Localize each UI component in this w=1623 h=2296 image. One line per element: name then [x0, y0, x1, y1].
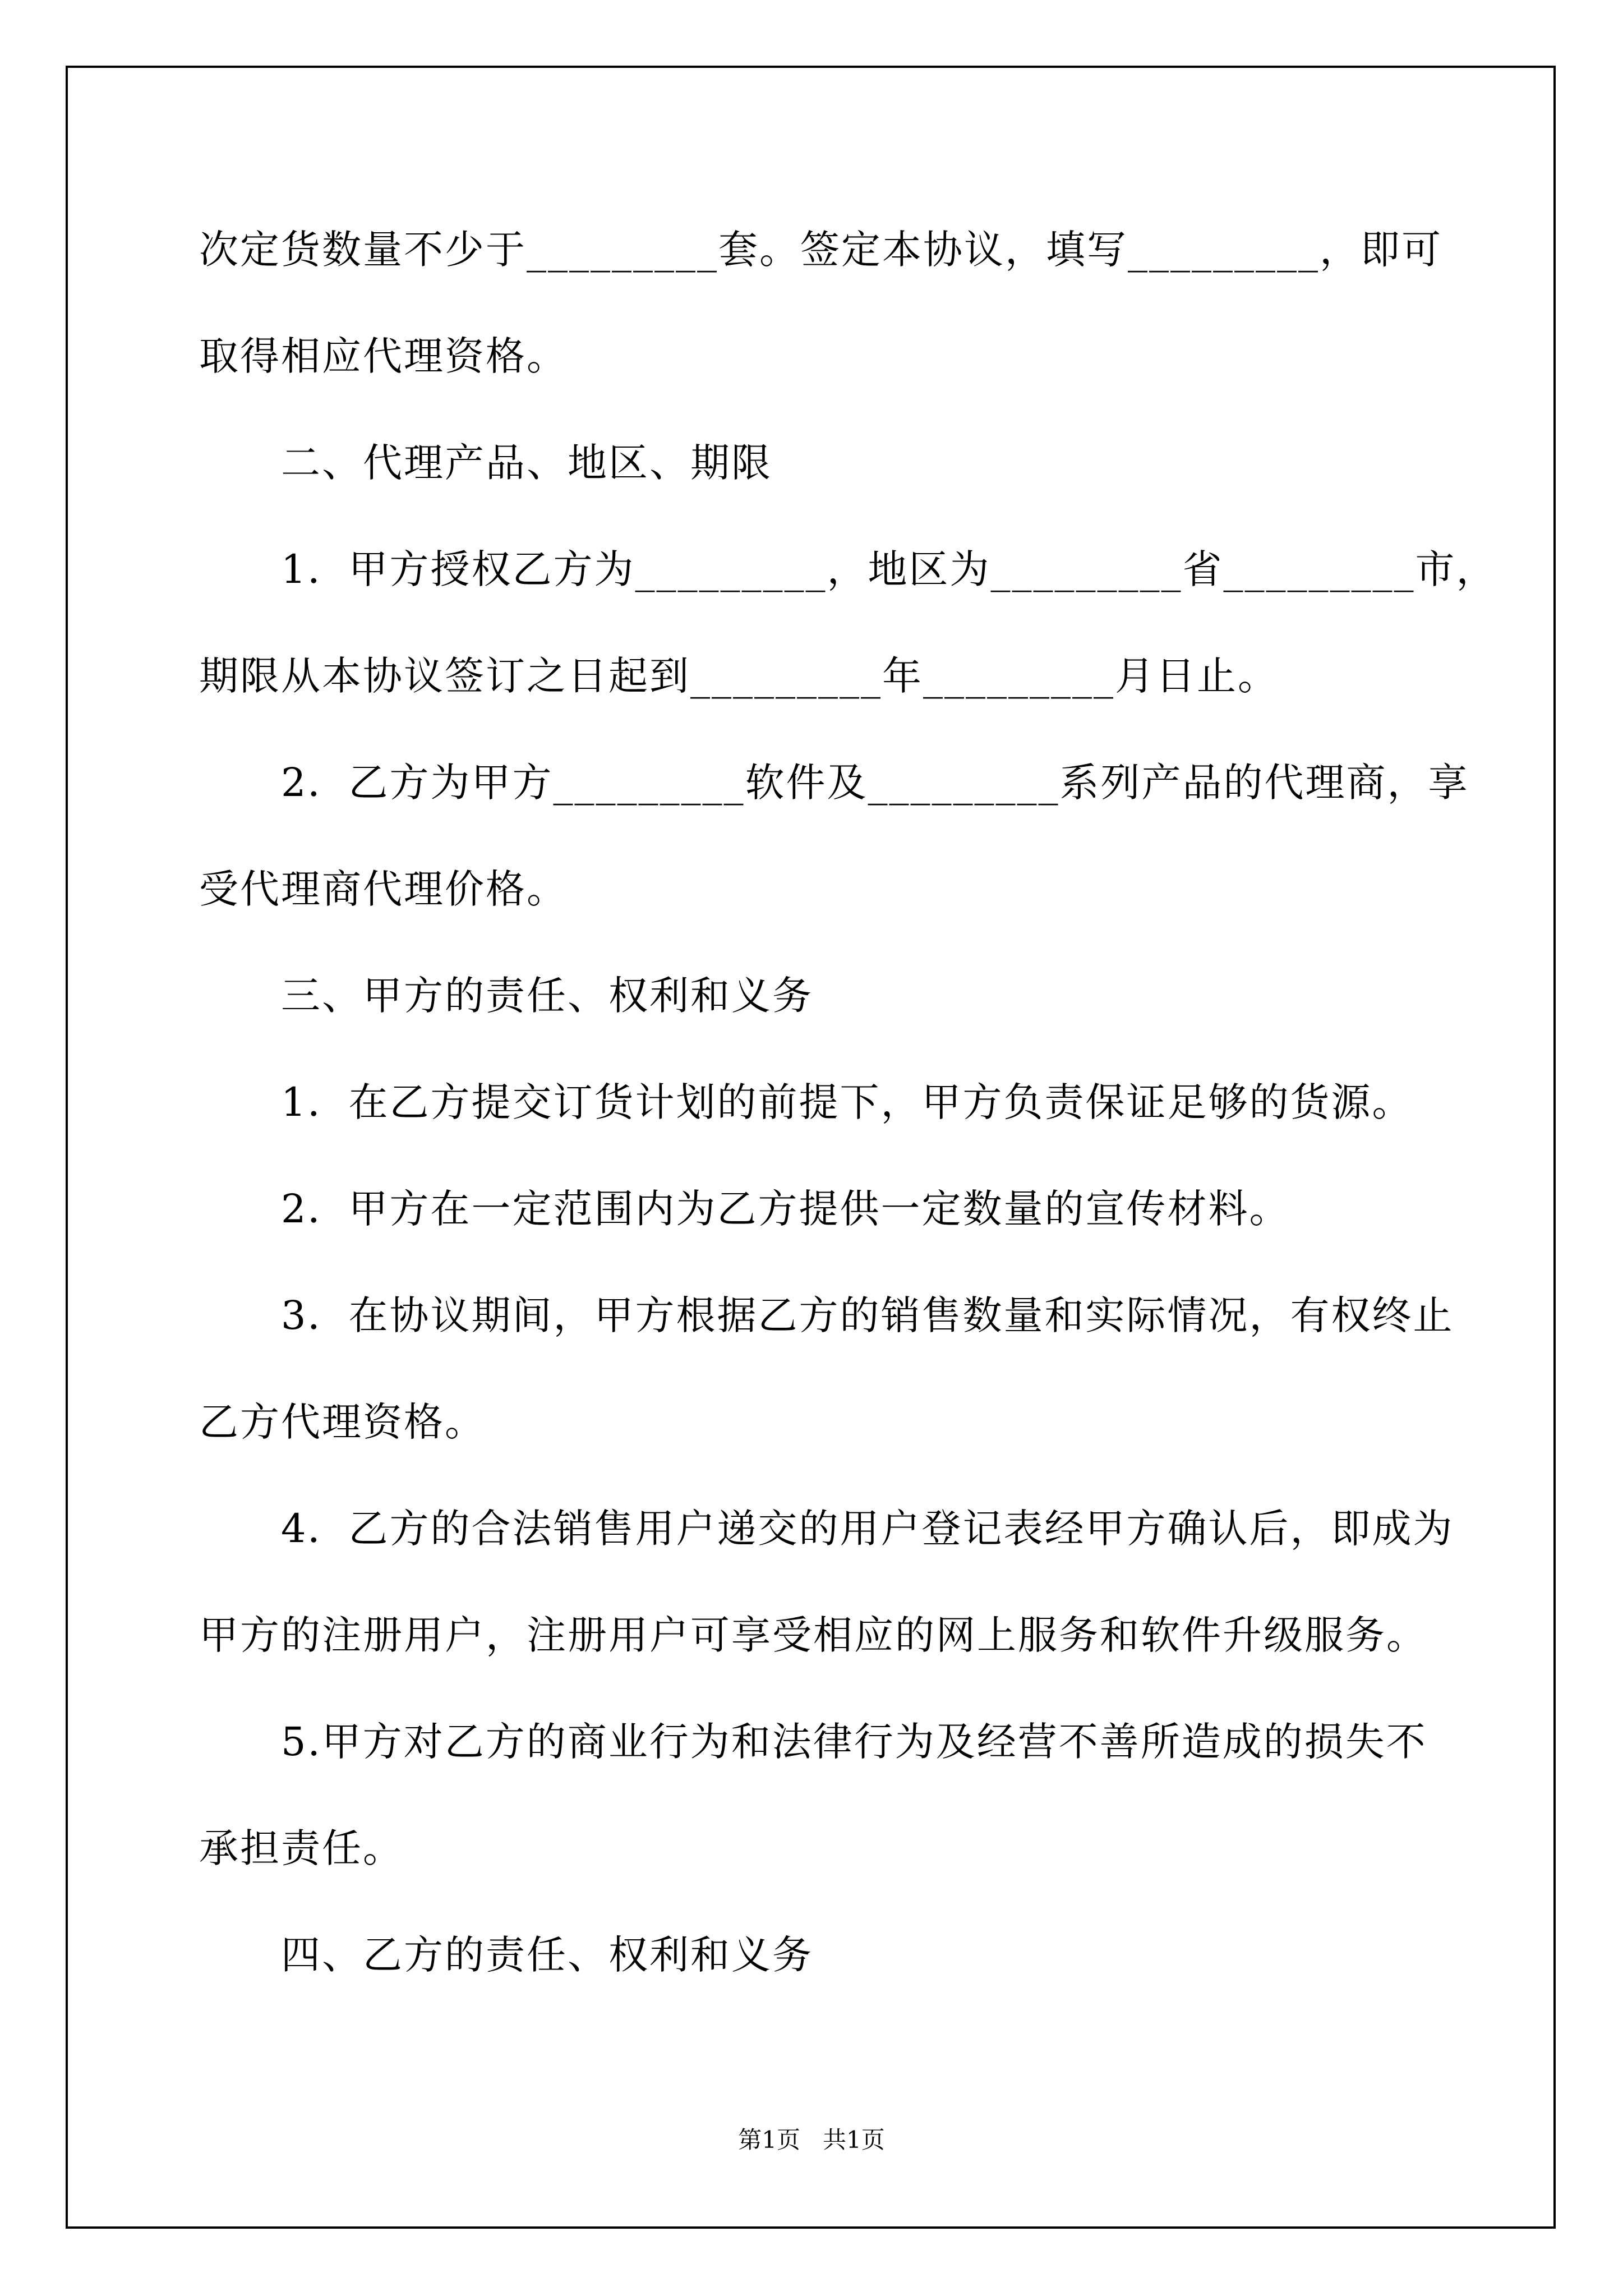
- section-heading: 三、甲方的责任、权利和义务: [281, 973, 813, 1019]
- text-line: 取得相应代理资格。: [199, 333, 568, 379]
- text-line: 5.甲方对乙方的商业行为和法律行为及经营不善所造成的损失不: [281, 1719, 1427, 1765]
- text-line: 4．乙方的合法销售用户递交的用户登记表经甲方确认后，即成为: [281, 1506, 1454, 1552]
- section-heading: 四、乙方的责任、权利和义务: [281, 1932, 813, 1978]
- document-body: [199, 222, 1497, 2033]
- text-line: 受代理商代理价格。: [199, 866, 568, 912]
- text-line: 期限从本协议签订之日起到_________年_________月日止。: [199, 653, 1279, 699]
- text-line: 次定货数量不少于_________套。签定本协议，填写_________，即可: [199, 227, 1442, 273]
- text-line: 承担责任。: [199, 1825, 404, 1871]
- text-line: 2．甲方在一定范围内为乙方提供一定数量的宣传材料。: [281, 1186, 1290, 1232]
- text-line: 3．在协议期间，甲方根据乙方的销售数量和实际情况，有权终止: [281, 1292, 1454, 1338]
- text-line: 甲方的注册用户，注册用户可享受相应的网上服务和软件升级服务。: [199, 1612, 1427, 1658]
- text-line: 2．乙方为甲方_________软件及_________系列产品的代理商，享: [281, 760, 1469, 806]
- text-line: 1．在乙方提交订货计划的前提下，甲方负责保证足够的货源。: [281, 1079, 1413, 1125]
- section-heading: 二、代理产品、地区、期限: [281, 440, 772, 486]
- page-number-footer: 第1页 共1页: [738, 2126, 885, 2154]
- text-line: 1．甲方授权乙方为_________，地区为_________省_________市，: [281, 546, 1497, 592]
- text-line: 乙方代理资格。: [199, 1399, 486, 1445]
